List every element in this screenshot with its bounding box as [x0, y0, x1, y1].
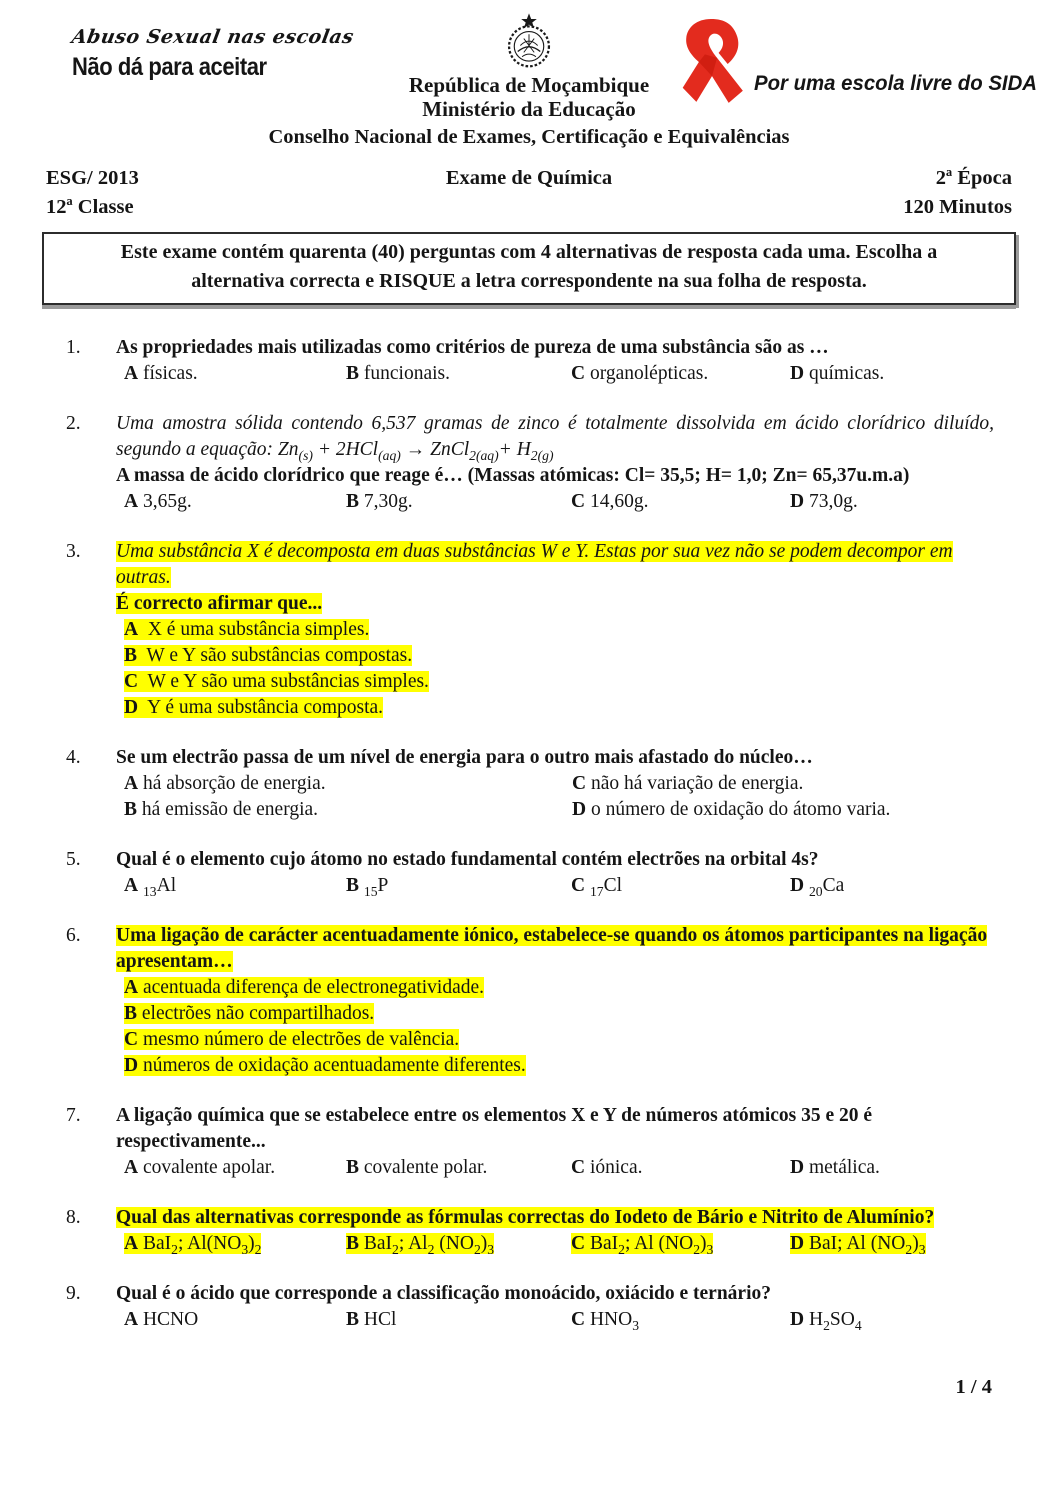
option-d: D números de oxidação acentuadamente diferentes.	[124, 1055, 526, 1076]
option-d: D metálica.	[790, 1157, 880, 1178]
question-number: 2.	[66, 413, 81, 434]
mozambique-emblem-icon	[503, 12, 555, 72]
option-b: B W e Y são substâncias compostas.	[124, 645, 413, 666]
question-6	[66, 923, 1006, 1079]
question-2	[66, 411, 1006, 515]
option-b: B $_{15}$P	[346, 875, 389, 899]
options-row	[116, 1155, 994, 1181]
exam-grade: 12ª Classe	[46, 196, 134, 218]
option-c: C não há variação de energia.	[572, 773, 804, 794]
campaign-line1: Abuso Sexual nas escolas	[70, 26, 356, 48]
exam-duration: 120 Minutos	[903, 196, 1012, 218]
option-c: C $HNO_3$	[571, 1309, 640, 1333]
option-b: B covalente polar.	[346, 1157, 488, 1178]
option-d: D Y é uma substância composta.	[124, 697, 384, 718]
campaign-block	[72, 26, 354, 82]
instructions-text: Este exame contém quarenta (40) perguntas com 4 alternativas de resposta cada uma. Escolha a alternativa correcta e RISQUE a letra correspondente na sua folha de resposta.	[120, 241, 938, 292]
option-a: A HCNO	[124, 1309, 199, 1330]
options-row	[116, 1307, 994, 1333]
question-8	[66, 1205, 1006, 1257]
questions-list	[66, 335, 1006, 1333]
options-grid	[116, 771, 994, 823]
options-row	[116, 873, 994, 899]
header	[0, 0, 1058, 160]
question-number: 8.	[66, 1207, 81, 1228]
option-c: C iónica.	[571, 1157, 643, 1178]
options-row	[116, 361, 994, 387]
council-title: Conselho Nacional de Exames, Certificação e Equivalências	[268, 126, 790, 148]
question-3	[66, 539, 1006, 721]
question-stem: Qual das alternativas corresponde as fórmulas correctas do Iodeto de Bário e Nitrito de Alumínio?	[116, 1207, 935, 1228]
option-c: C mesmo número de electrões de valência.	[124, 1029, 460, 1050]
instructions-box	[42, 232, 1016, 305]
option-b: B electrões não compartilhados.	[124, 1003, 375, 1024]
question-number: 3.	[66, 541, 81, 562]
question-stem-italic: Uma amostra sólida contendo 6,537 gramas de zinco é totalmente dissolvida em ácido clorídrico diluído, segundo a equação: $Zn_{(s)} + 2HCl_{(aq)}$ → ZnCl$_{2(aq)}$+ $H_{2(g)}$	[116, 413, 994, 463]
question-stem: As propriedades mais utilizadas como critérios de pureza de uma substância são as …	[116, 337, 829, 358]
option-a: A há absorção de energia.	[124, 773, 326, 794]
option-a: A 3,65g.	[124, 491, 192, 512]
ministry-title: Ministério da Educação	[422, 96, 636, 121]
option-d: D BaI; Al $(NO_2)_3$	[790, 1233, 926, 1257]
option-b: B BaI$_2$; $Al_2$ $(NO_2)_3$	[346, 1233, 495, 1257]
option-d: D $H_2SO_4$	[790, 1309, 862, 1333]
question-9	[66, 1281, 1006, 1333]
republic-title: República de Moçambique	[408, 73, 650, 97]
question-stem: Se um electrão passa de um nível de energia para o outro mais afastado do núcleo…	[116, 747, 813, 768]
option-b: B há emissão de energia.	[124, 799, 319, 820]
option-a: A físicas.	[124, 363, 198, 384]
option-d: D 73,0g.	[790, 491, 858, 512]
option-b: B 7,30g.	[346, 491, 413, 512]
question-stem: Qual é o elemento cujo átomo no estado fundamental contém electrões na orbital 4s?	[116, 849, 819, 870]
page-number: 1 / 4	[955, 1376, 992, 1398]
option-b: B funcionais.	[346, 363, 450, 384]
question-number: 5.	[66, 849, 81, 870]
aids-ribbon-icon	[670, 16, 752, 112]
exam-epoch: 2ª Época	[935, 167, 1012, 189]
option-c: C BaI$_2$; Al $(NO_2)_3$	[571, 1233, 714, 1257]
option-d: D químicas.	[790, 363, 885, 384]
question-1	[66, 335, 1006, 387]
option-c: C W e Y são uma substâncias simples.	[124, 671, 429, 692]
question-stem: Qual é o ácido que corresponde a classificação monoácido, oxiácido e ternário?	[116, 1283, 772, 1304]
exam-code: ESG/ 2013	[46, 167, 139, 189]
option-c: C organolépticas.	[571, 363, 709, 384]
question-4	[66, 745, 1006, 823]
question-5	[66, 847, 1006, 899]
aids-slogan: Por uma escola livre do SIDA	[754, 72, 1038, 95]
aids-campaign-block	[670, 16, 1046, 112]
option-d: D $_{20}$Ca	[790, 875, 845, 899]
option-a: A BaI$_2$; $Al(NO_3)_2$	[124, 1233, 262, 1257]
option-c: C $_{17}$Cl	[571, 875, 623, 899]
question-stem: Uma ligação de carácter acentuadamente iónico, estabelece-se quando os átomos participantes na ligação apresentam…	[116, 925, 988, 972]
exam-meta	[46, 164, 1012, 222]
question-number: 9.	[66, 1283, 81, 1304]
question-number: 6.	[66, 925, 81, 946]
question-7	[66, 1103, 1006, 1181]
option-a: A covalente apolar.	[124, 1157, 276, 1178]
question-number: 1.	[66, 337, 81, 358]
question-stem: A ligação química que se estabelece entre os elementos X e Y de números atómicos 35 e 20 é respectivamente...	[116, 1105, 873, 1152]
option-c: C 14,60g.	[571, 491, 649, 512]
option-d: D o número de oxidação do átomo varia.	[572, 799, 891, 820]
option-a: A X é uma substância simples.	[124, 619, 370, 640]
question-stem: A massa de ácido clorídrico que reage é… (Massas atómicas: Cl= 35,5; H= 1,0; Zn= 65,37u.m.a)	[116, 465, 910, 486]
question-stem-italic: Uma substância X é decomposta em duas substâncias W e Y. Estas por sua vez não se podem decompor em outras.	[116, 541, 953, 588]
exam-subject: Exame de Química	[445, 167, 613, 189]
question-number: 7.	[66, 1105, 81, 1126]
options-row	[116, 489, 994, 515]
option-b: B HCl	[346, 1309, 397, 1330]
question-stem: É correcto afirmar que...	[116, 593, 323, 614]
options-row	[116, 1231, 994, 1257]
option-a: A acentuada diferença de electronegatividade.	[124, 977, 485, 998]
campaign-line2: Não dá para aceitar	[72, 53, 267, 81]
question-number: 4.	[66, 747, 81, 768]
option-a: A $_{13}$Al	[124, 875, 177, 899]
